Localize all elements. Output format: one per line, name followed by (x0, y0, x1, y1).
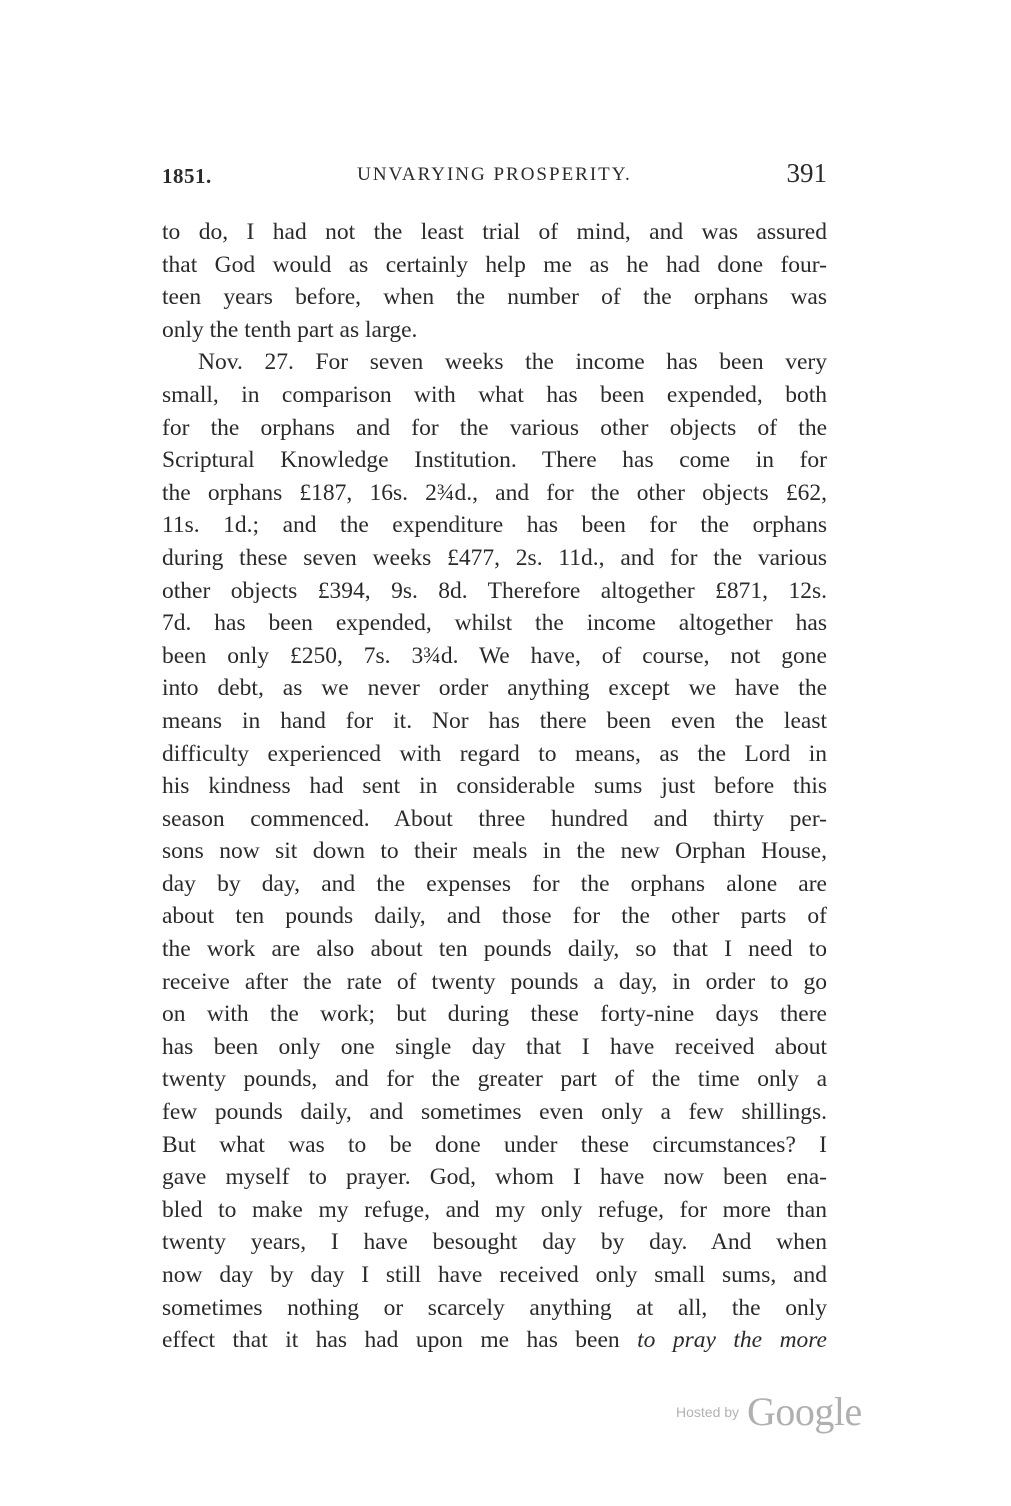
text-line: sometimes nothing or scarcely anything at all, the only (162, 1294, 827, 1321)
text-line: twenty years, I have besought day by day. And when (162, 1229, 827, 1256)
text-line: Scriptural Knowledge Institution. There has come in for (162, 447, 827, 474)
text-line: teen years before, when the number of the orphans was (162, 284, 827, 311)
text-line: season commenced. About three hundred and thirty per- (162, 805, 827, 832)
text-line: Nov. 27. For seven weeks the income has been very (198, 349, 827, 376)
text-line: means in hand for it. Nor has there been even the least (162, 707, 827, 734)
text-line-final (162, 1324, 827, 1357)
running-head (162, 158, 827, 194)
text-line: 11s. 1d.; and the expenditure has been for the orphans (162, 512, 827, 539)
text-line: other objects £394, 9s. 8d. Therefore altogether £871, 12s. (162, 577, 827, 604)
header-year: 1851. (162, 164, 212, 188)
text-line: about ten pounds daily, and those for the other parts of (162, 903, 827, 930)
text-line: small, in comparison with what has been expended, both (162, 381, 827, 408)
text-line: gave myself to prayer. God, whom I have now been ena- (162, 1164, 827, 1191)
text-line: the work are also about ten pounds daily, so that I need to (162, 936, 827, 963)
page-number: 391 (786, 158, 827, 188)
hosted-by-label: Hosted by (676, 1403, 740, 1420)
text-line: twenty pounds, and for the greater part of the time only a (162, 1066, 827, 1093)
italic-emphasis: to pray the more (637, 1327, 827, 1354)
text-line: 7d. has been expended, whilst the income altogether has (162, 610, 827, 637)
text-line: difficulty experienced with regard to means, as the Lord in (162, 740, 827, 767)
text-line: during these seven weeks £477, 2s. 11d., and for the various (162, 544, 827, 571)
text-line: few pounds daily, and sometimes even only a few shillings. (162, 1099, 827, 1126)
text-line: has been only one single day that I have received about (162, 1033, 827, 1060)
text-line-plain: effect that it has had upon me has been (162, 1327, 638, 1354)
text-line: the orphans £187, 16s. 2¾d., and for the other objects £62, (162, 479, 827, 506)
text-line: for the orphans and for the various other objects of the (162, 414, 827, 441)
header-title: UNVARYING PROSPERITY. (357, 164, 632, 185)
text-line: bled to make my refuge, and my only refuge, for more than (162, 1196, 827, 1223)
google-watermark (676, 1388, 862, 1438)
text-line: sons now sit down to their meals in the new Orphan House, (162, 838, 827, 865)
google-logo: Google (747, 1389, 862, 1434)
text-line: day by day, and the expenses for the orphans alone are (162, 870, 827, 897)
text-line: to do, I had not the least trial of mind, and was assured (162, 219, 827, 245)
text-line: on with the work; but during these forty-nine days there (162, 1001, 827, 1028)
text-line: that God would as certainly help me as he had done four- (162, 251, 827, 278)
text-line: his kindness had sent in considerable sums just before this (162, 773, 827, 800)
text-line: receive after the rate of twenty pounds a day, in order to go (162, 968, 827, 995)
text-line: only the tenth part as large. (162, 316, 418, 343)
text-line: But what was to be done under these circumstances? I (162, 1131, 827, 1158)
body-text (162, 216, 827, 1357)
text-line: now day by day I still have received only small sums, and (162, 1262, 827, 1288)
text-line: into debt, as we never order anything except we have the (162, 675, 827, 702)
text-line: been only £250, 7s. 3¾d. We have, of course, not gone (162, 642, 827, 669)
